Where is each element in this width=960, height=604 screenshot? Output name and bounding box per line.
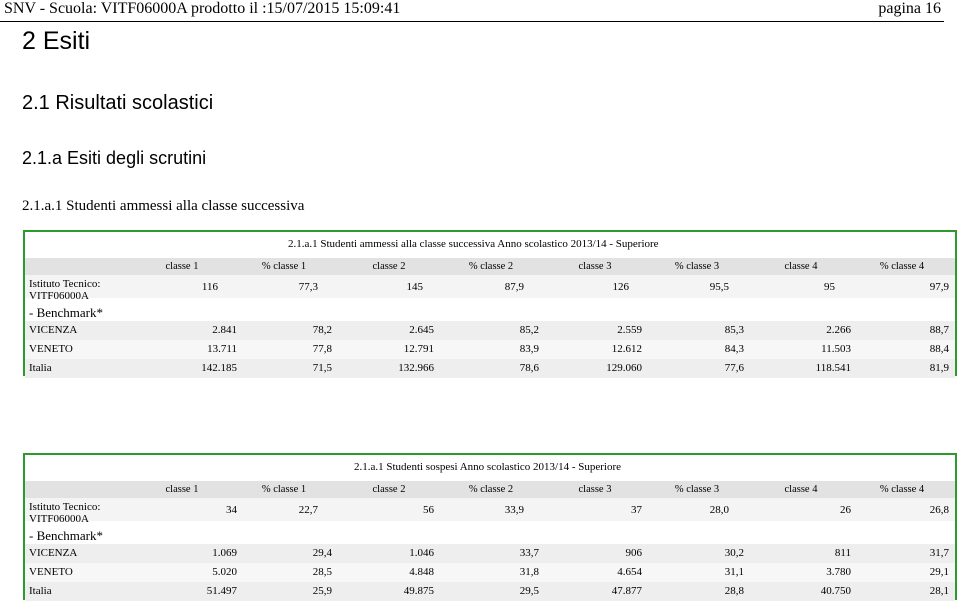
cell-value: 95,5 bbox=[709, 281, 729, 293]
cell-value: 95 bbox=[824, 281, 835, 293]
table-panel-ammessi bbox=[23, 230, 957, 376]
cell-value: 116 bbox=[201, 281, 218, 293]
cell-value: 85,3 bbox=[724, 324, 744, 336]
cell-value: 4.848 bbox=[409, 566, 434, 578]
cell-value: 26,8 bbox=[929, 504, 949, 516]
cell-value: 31,8 bbox=[519, 566, 539, 578]
cell-value: 77,6 bbox=[724, 362, 744, 374]
column-header: % classe 2 bbox=[468, 261, 514, 272]
school-label bbox=[29, 501, 149, 525]
cell-value: 28,5 bbox=[312, 566, 332, 578]
school-label bbox=[29, 278, 149, 302]
cell-value: 11.503 bbox=[821, 343, 851, 355]
school-label-code: VITF06000A bbox=[29, 290, 89, 302]
row-label: Italia bbox=[29, 585, 52, 597]
cell-value: 88,7 bbox=[929, 324, 949, 336]
cell-value: 2.841 bbox=[212, 324, 237, 336]
row-label: VENETO bbox=[29, 566, 73, 578]
cell-value: 12.612 bbox=[611, 343, 642, 355]
cell-value: 132.966 bbox=[398, 362, 434, 374]
column-header: classe 2 bbox=[372, 261, 406, 272]
column-headers bbox=[25, 258, 955, 275]
cell-value: 29,5 bbox=[519, 585, 539, 597]
cell-value: 25,9 bbox=[312, 585, 332, 597]
cell-value: 34 bbox=[226, 504, 237, 516]
page-number: pagina 16 bbox=[878, 0, 941, 17]
cell-value: 5.020 bbox=[212, 566, 237, 578]
column-header: classe 2 bbox=[372, 484, 406, 495]
cell-value: 142.185 bbox=[201, 362, 237, 374]
column-header: % classe 4 bbox=[879, 484, 925, 495]
cell-value: 97,9 bbox=[929, 281, 949, 293]
cell-value: 51.497 bbox=[206, 585, 237, 597]
cell-value: 22,7 bbox=[298, 504, 318, 516]
cell-value: 78,2 bbox=[312, 324, 332, 336]
column-header: classe 4 bbox=[784, 261, 818, 272]
cell-value: 78,6 bbox=[519, 362, 539, 374]
cell-value: 84,3 bbox=[724, 343, 744, 355]
cell-value: 26 bbox=[840, 504, 851, 516]
cell-value: 77,8 bbox=[312, 343, 332, 355]
column-header: % classe 2 bbox=[468, 484, 514, 495]
section-heading-scrutini: 2.1.a Esiti degli scrutini bbox=[22, 148, 207, 168]
cell-value: 12.791 bbox=[403, 343, 434, 355]
cell-value: 29,1 bbox=[929, 566, 949, 578]
cell-value: 81,9 bbox=[929, 362, 949, 374]
table-row bbox=[25, 563, 955, 582]
column-header: % classe 4 bbox=[879, 261, 925, 272]
section-heading-esiti: 2 Esiti bbox=[22, 27, 91, 55]
table-row bbox=[25, 321, 955, 340]
cell-value: 3.780 bbox=[826, 566, 851, 578]
table-panel-sospesi bbox=[23, 453, 957, 600]
header-school-info: SNV - Scuola: VITF06000A prodotto il :15/07/2015 15:09:41 bbox=[4, 0, 401, 17]
school-label-code: VITF06000A bbox=[29, 513, 89, 525]
school-label-type: Istituto Tecnico: bbox=[29, 278, 101, 290]
cell-value: 28,8 bbox=[724, 585, 744, 597]
table-row bbox=[25, 340, 955, 359]
cell-value: 49.875 bbox=[403, 585, 434, 597]
cell-value: 2.266 bbox=[826, 324, 851, 336]
cell-value: 29,4 bbox=[312, 547, 332, 559]
table-row bbox=[25, 359, 955, 378]
cell-value: 85,2 bbox=[519, 324, 539, 336]
table-title: 2.1.a.1 Studenti sospesi Anno scolastico 2013/14 - Superiore bbox=[354, 461, 622, 473]
cell-value: 33,7 bbox=[519, 547, 539, 559]
column-header: % classe 1 bbox=[261, 261, 307, 272]
school-row bbox=[25, 275, 955, 298]
column-header: classe 1 bbox=[165, 484, 199, 495]
cell-value: 1.069 bbox=[212, 547, 237, 559]
cell-value: 37 bbox=[631, 504, 642, 516]
table-title: 2.1.a.1 Studenti ammessi alla classe successiva Anno scolastico 2013/14 - Superiore bbox=[288, 238, 659, 250]
column-header: % classe 3 bbox=[674, 261, 720, 272]
column-header: classe 4 bbox=[784, 484, 818, 495]
page-header bbox=[0, 0, 944, 22]
cell-value: 30,2 bbox=[724, 547, 744, 559]
cell-value: 118.541 bbox=[815, 362, 851, 374]
cell-value: 1.046 bbox=[409, 547, 434, 559]
table-row bbox=[25, 544, 955, 563]
row-label: VENETO bbox=[29, 343, 73, 355]
cell-value: 33,9 bbox=[504, 504, 524, 516]
cell-value: 71,5 bbox=[312, 362, 332, 374]
column-header: % classe 1 bbox=[261, 484, 307, 495]
section-heading-ammessi: 2.1.a.1 Studenti ammessi alla classe successiva bbox=[22, 198, 305, 214]
cell-value: 126 bbox=[612, 281, 629, 293]
cell-value: 31,1 bbox=[724, 566, 744, 578]
column-header: classe 3 bbox=[578, 484, 612, 495]
cell-value: 906 bbox=[625, 547, 642, 559]
cell-value: 83,9 bbox=[519, 343, 539, 355]
cell-value: 31,7 bbox=[929, 547, 949, 559]
cell-value: 28,1 bbox=[929, 585, 949, 597]
cell-value: 4.654 bbox=[617, 566, 642, 578]
row-label: VICENZA bbox=[29, 324, 78, 336]
column-header: classe 1 bbox=[165, 261, 199, 272]
cell-value: 28,0 bbox=[709, 504, 729, 516]
cell-value: 40.750 bbox=[820, 585, 851, 597]
cell-value: 13.711 bbox=[207, 343, 237, 355]
cell-value: 47.877 bbox=[611, 585, 642, 597]
cell-value: 77,3 bbox=[298, 281, 318, 293]
cell-value: 811 bbox=[834, 547, 851, 559]
cell-value: 129.060 bbox=[606, 362, 642, 374]
cell-value: 145 bbox=[406, 281, 423, 293]
cell-value: 2.645 bbox=[409, 324, 434, 336]
cell-value: 2.559 bbox=[617, 324, 642, 336]
benchmark-label: - Benchmark* bbox=[29, 528, 104, 543]
column-header: % classe 3 bbox=[674, 484, 720, 495]
school-label-type: Istituto Tecnico: bbox=[29, 501, 101, 513]
cell-value: 56 bbox=[423, 504, 434, 516]
table-row bbox=[25, 582, 955, 601]
column-header: classe 3 bbox=[578, 261, 612, 272]
column-headers bbox=[25, 481, 955, 498]
school-row bbox=[25, 498, 955, 521]
row-label: VICENZA bbox=[29, 547, 78, 559]
section-heading-risultati: 2.1 Risultati scolastici bbox=[22, 92, 214, 114]
benchmark-label: - Benchmark* bbox=[29, 305, 104, 320]
row-label: Italia bbox=[29, 362, 52, 374]
cell-value: 88,4 bbox=[929, 343, 949, 355]
cell-value: 87,9 bbox=[504, 281, 524, 293]
